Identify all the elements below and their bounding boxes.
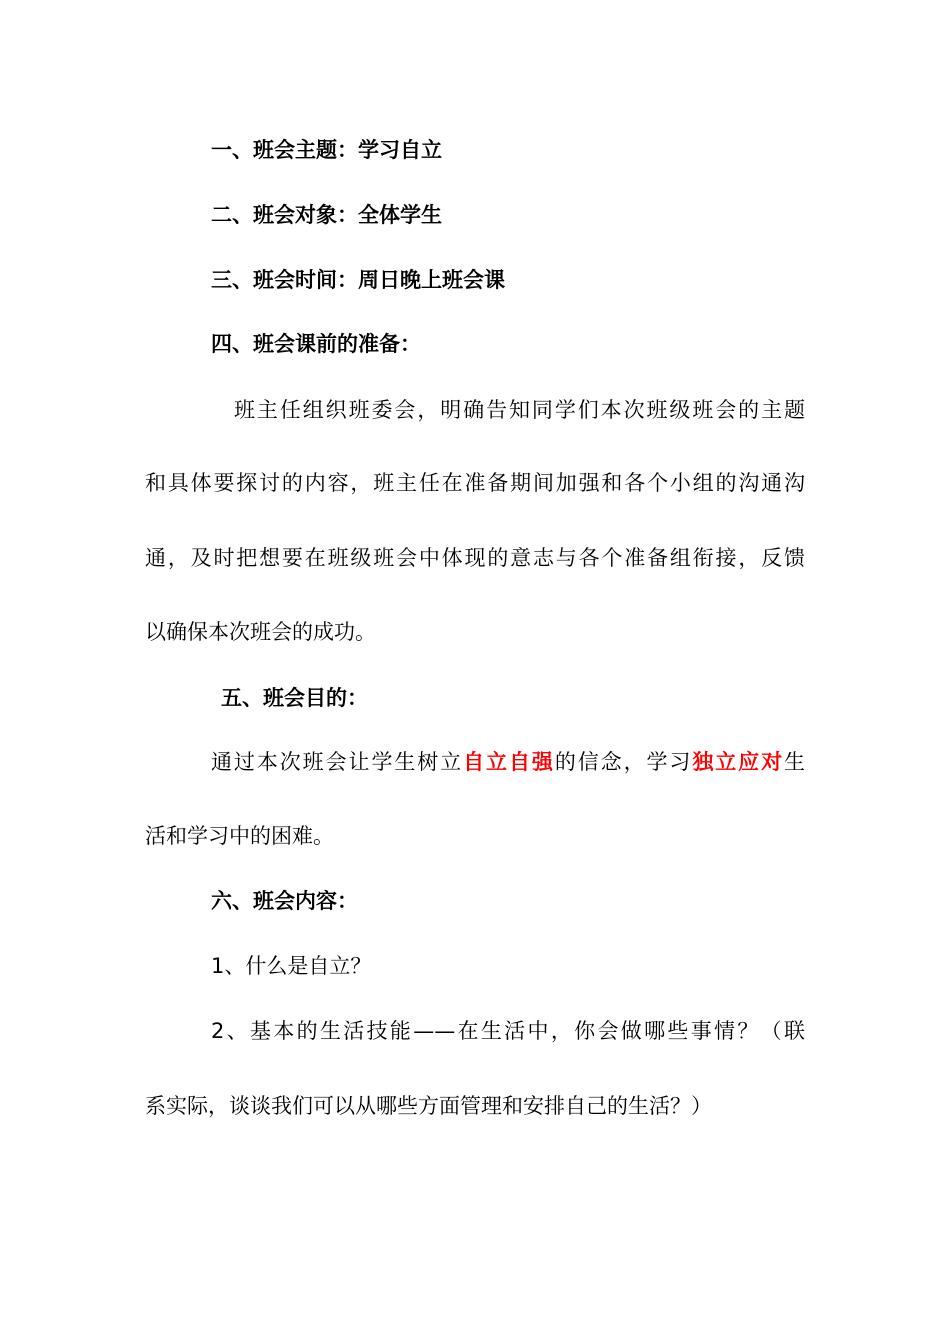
prep-paragraph-line-1: 班主任组织班委会，明确告知同学们本次班级班会的主题 bbox=[234, 398, 805, 422]
goal-paragraph-line-2: 活和学习中的困难。 bbox=[145, 824, 334, 848]
content-item-2-line-1: 2、基本的生活技能——在生活中，你会做哪些事情？（联 bbox=[211, 1019, 805, 1043]
goal-text-2: 的信念，学习 bbox=[554, 750, 693, 774]
prep-paragraph-line-2: 和具体要探讨的内容，班主任在准备期间加强和各个小组的沟通沟 bbox=[145, 471, 805, 495]
prep-paragraph-line-3: 通，及时把想要在班级班会中体现的意志与各个准备组衔接，反馈 bbox=[145, 546, 805, 570]
heading-preparation: 四、班会课前的准备： bbox=[211, 332, 421, 356]
heading-goal: 五、班会目的： bbox=[221, 686, 368, 710]
content-item-2-line-2: 系实际，谈谈我们可以从哪些方面管理和安排自己的生活？） bbox=[145, 1094, 712, 1118]
heading-theme: 一、班会主题：学习自立 bbox=[211, 138, 442, 162]
prep-paragraph-line-4: 以确保本次班会的成功。 bbox=[145, 620, 376, 644]
goal-highlight-independence: 独立应对 bbox=[692, 750, 785, 774]
goal-paragraph-line-1 bbox=[211, 748, 805, 776]
goal-text-3: 生 bbox=[784, 750, 806, 774]
heading-audience: 二、班会对象：全体学生 bbox=[211, 203, 442, 227]
content-item-1: 1、什么是自立？ bbox=[211, 954, 372, 978]
goal-highlight-self-reliance: 自立自强 bbox=[463, 750, 555, 774]
heading-time: 三、班会时间：周日晚上班会课 bbox=[211, 268, 505, 292]
goal-text-1: 通过本次班会让学生树立 bbox=[211, 750, 464, 774]
heading-content: 六、班会内容： bbox=[211, 889, 358, 913]
